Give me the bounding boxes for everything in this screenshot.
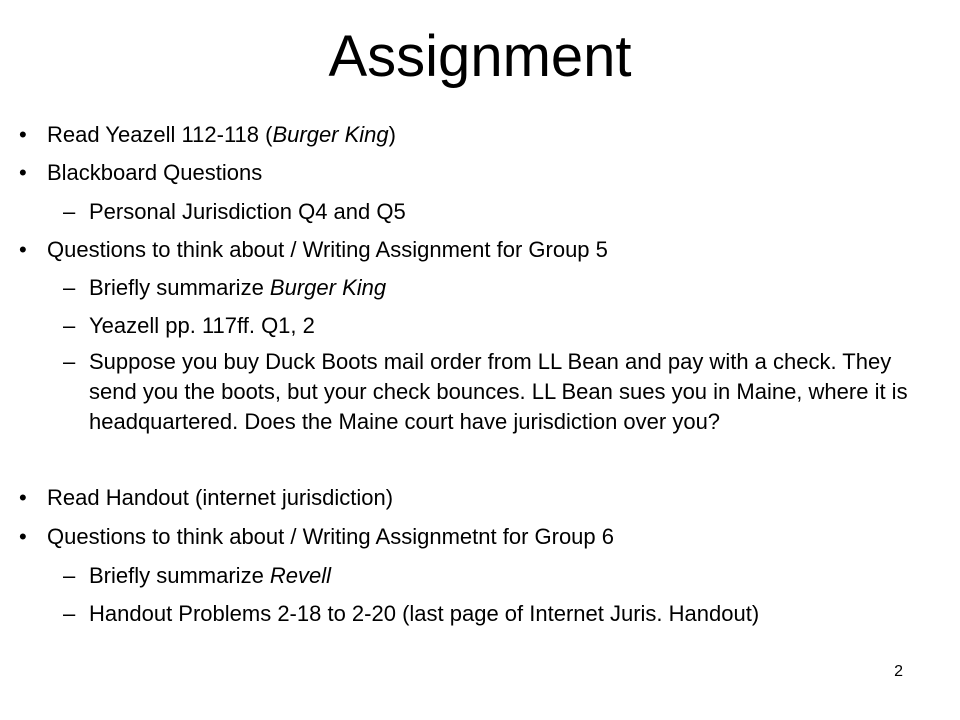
dash-marker: –	[63, 275, 76, 300]
dash-marker: –	[63, 601, 76, 626]
slide-title: Assignment	[328, 24, 632, 89]
item-text: Suppose you buy Duck Boots mail order from LL Bean and pay with a check. They send you the boots, but your check bounces. LL Bean sues you in Maine, where it is headquartered. Does the Maine court have jurisdiction over you?	[89, 349, 908, 434]
item-text: Personal Jurisdiction Q4 and Q5	[89, 199, 406, 224]
item-text-italic: Burger King	[272, 122, 389, 147]
bullet-item	[19, 524, 614, 550]
bullet-marker: •	[19, 524, 27, 549]
item-text: Read Handout (internet jurisdiction)	[47, 485, 394, 510]
sub-item	[63, 563, 332, 589]
bullet-marker: •	[19, 237, 27, 262]
bullet-item	[19, 485, 394, 511]
item-text: Briefly summarize	[89, 563, 270, 588]
sub-item	[63, 275, 387, 301]
item-text-italic: Revell	[269, 563, 332, 588]
bullet-item	[19, 237, 608, 263]
item-text: )	[388, 122, 396, 147]
sub-item-paragraph	[63, 347, 929, 437]
item-text: Read Yeazell 112-118 (	[47, 122, 273, 147]
bullet-marker: •	[19, 485, 27, 510]
item-text: Questions to think about / Writing Assignment for Group 5	[47, 237, 608, 262]
dash-marker: –	[63, 313, 76, 338]
dash-marker: –	[63, 349, 76, 374]
bullet-marker: •	[19, 122, 27, 147]
sub-item	[63, 313, 315, 339]
dash-marker: –	[63, 199, 76, 224]
item-text: Handout Problems 2-18 to 2-20 (last page of Internet Juris. Handout)	[89, 601, 760, 626]
sub-item	[63, 199, 406, 225]
dash-marker: –	[63, 563, 76, 588]
item-text: Yeazell pp. 117ff. Q1, 2	[89, 313, 315, 338]
item-text: Questions to think about / Writing Assignmetnt for Group 6	[47, 524, 614, 549]
sub-item	[63, 601, 760, 627]
item-text: Blackboard Questions	[47, 160, 263, 185]
item-text-italic: Burger King	[269, 275, 387, 300]
bullet-item	[19, 160, 263, 186]
bullet-marker: •	[19, 160, 27, 185]
page-number: 2	[894, 663, 903, 680]
item-text: Briefly summarize	[89, 275, 270, 300]
bullet-item	[19, 122, 396, 148]
